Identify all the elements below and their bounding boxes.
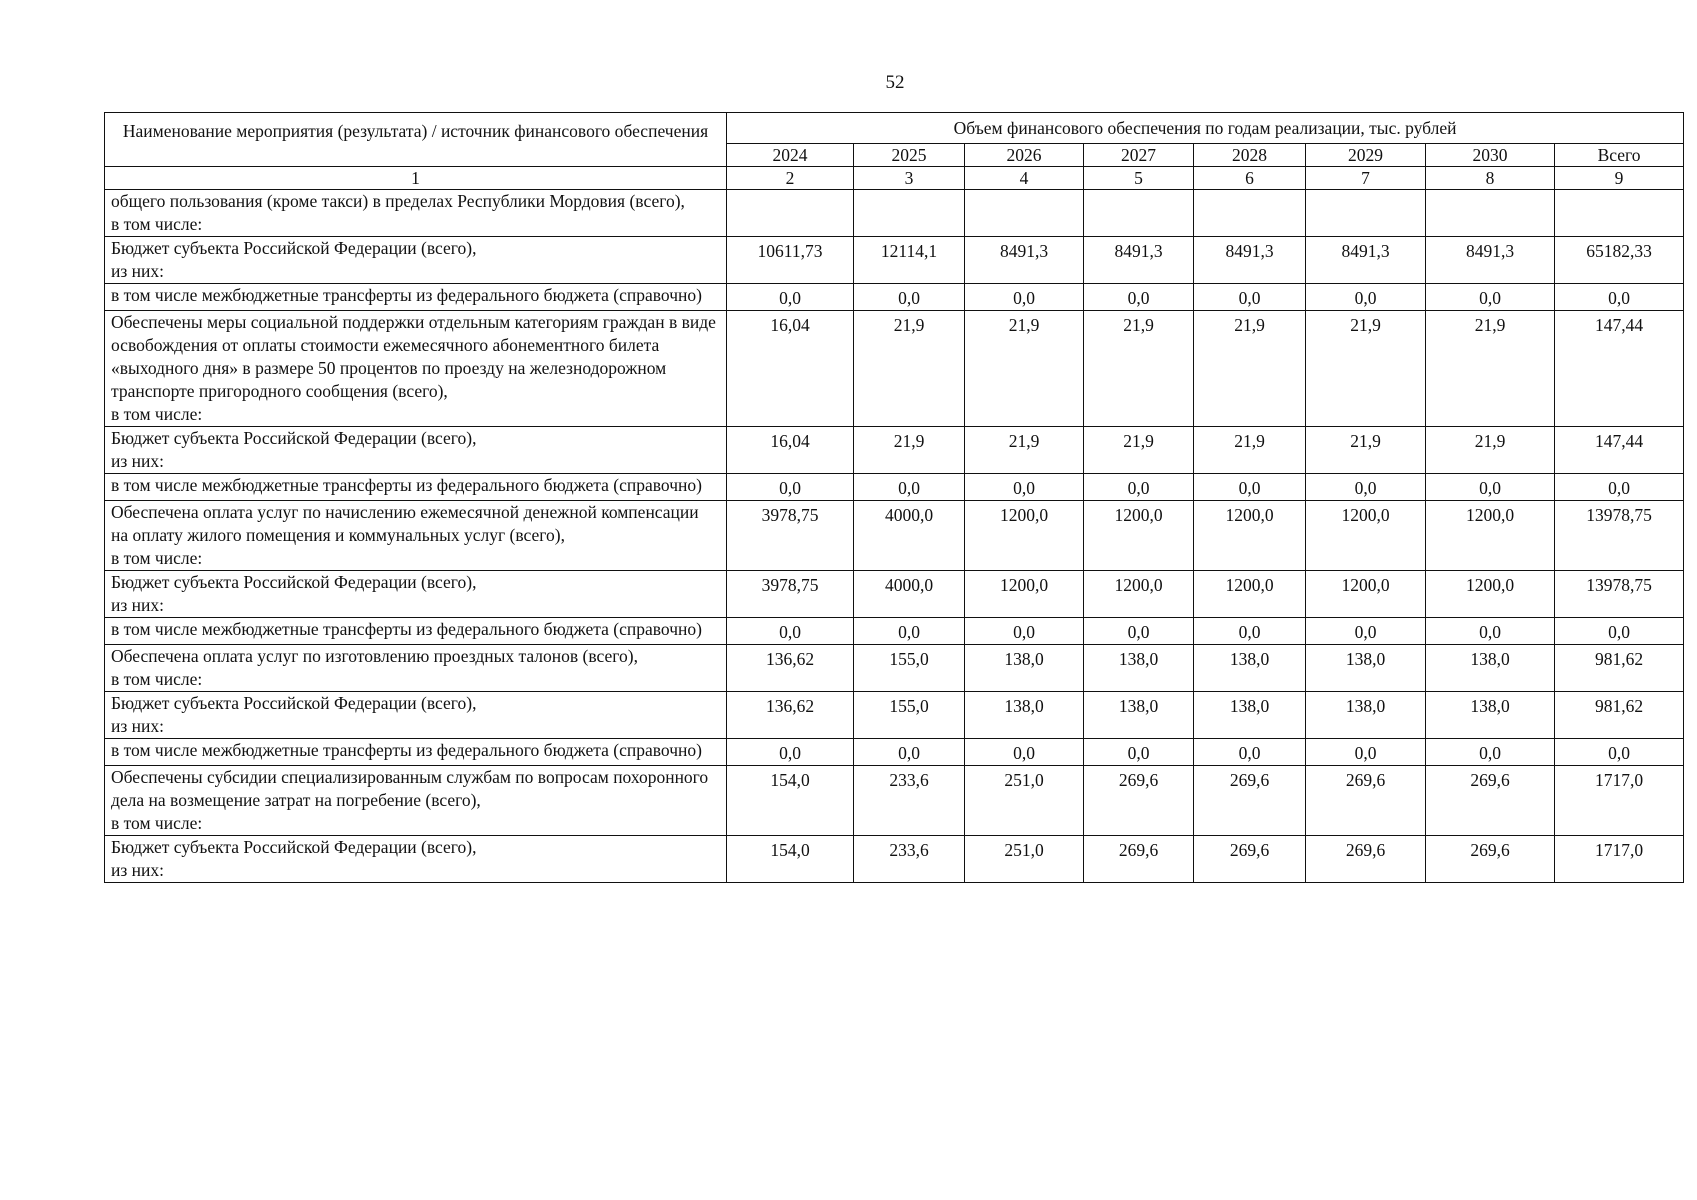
year-value-cell: 269,6 bbox=[1084, 836, 1194, 883]
year-value-cell: 0,0 bbox=[854, 739, 965, 766]
total-value-cell: 981,62 bbox=[1555, 645, 1684, 692]
financing-table bbox=[104, 112, 1684, 883]
year-value-cell: 138,0 bbox=[1306, 692, 1426, 739]
year-value-cell: 0,0 bbox=[1306, 739, 1426, 766]
year-value-cell: 269,6 bbox=[1426, 766, 1555, 836]
year-value-cell: 155,0 bbox=[854, 645, 965, 692]
year-value-cell: 8491,3 bbox=[1194, 237, 1306, 284]
row-name-cell: Бюджет субъекта Российской Федерации (всего), из них: bbox=[105, 836, 727, 883]
year-value-cell: 233,6 bbox=[854, 766, 965, 836]
year-value-cell: 21,9 bbox=[1426, 427, 1555, 474]
year-value-cell: 251,0 bbox=[965, 836, 1084, 883]
row-name-cell: в том числе межбюджетные трансферты из федерального бюджета (справочно) bbox=[105, 618, 727, 645]
year-value-cell: 12114,1 bbox=[854, 237, 965, 284]
year-header: 2030 bbox=[1426, 144, 1555, 167]
row-name-cell: Бюджет субъекта Российской Федерации (всего), из них: bbox=[105, 692, 727, 739]
table-row bbox=[105, 237, 1684, 284]
year-value-cell: 155,0 bbox=[854, 692, 965, 739]
year-value-cell: 21,9 bbox=[1194, 427, 1306, 474]
total-value-cell: 65182,33 bbox=[1555, 237, 1684, 284]
year-value-cell: 1200,0 bbox=[1194, 501, 1306, 571]
year-value-cell: 1200,0 bbox=[1084, 571, 1194, 618]
year-value-cell: 0,0 bbox=[1084, 284, 1194, 311]
total-value-cell: 0,0 bbox=[1555, 284, 1684, 311]
column-number: 7 bbox=[1306, 167, 1426, 190]
year-value-cell: 0,0 bbox=[1194, 739, 1306, 766]
year-value-cell bbox=[854, 190, 965, 237]
column-number: 4 bbox=[965, 167, 1084, 190]
year-value-cell: 136,62 bbox=[727, 645, 854, 692]
year-value-cell: 0,0 bbox=[965, 284, 1084, 311]
year-value-cell: 0,0 bbox=[965, 739, 1084, 766]
year-value-cell: 21,9 bbox=[1306, 311, 1426, 427]
table-row bbox=[105, 474, 1684, 501]
year-value-cell: 0,0 bbox=[1306, 474, 1426, 501]
column-number: 3 bbox=[854, 167, 965, 190]
row-name-cell: Бюджет субъекта Российской Федерации (всего), из них: bbox=[105, 571, 727, 618]
row-name-cell: Обеспечена оплата услуг по начислению ежемесячной денежной компенсации на оплату жилого помещения и коммунальных услуг (всего), в том числе: bbox=[105, 501, 727, 571]
total-value-cell: 147,44 bbox=[1555, 427, 1684, 474]
table-row bbox=[105, 501, 1684, 571]
year-value-cell: 138,0 bbox=[1426, 692, 1555, 739]
year-value-cell: 138,0 bbox=[1194, 645, 1306, 692]
table-row bbox=[105, 571, 1684, 618]
year-value-cell: 138,0 bbox=[1084, 692, 1194, 739]
table-body bbox=[105, 113, 1684, 883]
year-value-cell: 21,9 bbox=[1306, 427, 1426, 474]
row-name-cell: в том числе межбюджетные трансферты из федерального бюджета (справочно) bbox=[105, 284, 727, 311]
year-value-cell: 0,0 bbox=[1426, 284, 1555, 311]
year-header: 2027 bbox=[1084, 144, 1194, 167]
column-number: 5 bbox=[1084, 167, 1194, 190]
year-value-cell: 138,0 bbox=[1084, 645, 1194, 692]
total-value-cell bbox=[1555, 190, 1684, 237]
year-header: 2024 bbox=[727, 144, 854, 167]
year-value-cell: 269,6 bbox=[1426, 836, 1555, 883]
year-value-cell: 16,04 bbox=[727, 427, 854, 474]
table-row bbox=[105, 739, 1684, 766]
year-value-cell: 138,0 bbox=[965, 645, 1084, 692]
year-value-cell: 21,9 bbox=[854, 427, 965, 474]
year-value-cell bbox=[727, 190, 854, 237]
total-value-cell: 1717,0 bbox=[1555, 766, 1684, 836]
total-value-cell: 13978,75 bbox=[1555, 501, 1684, 571]
year-value-cell bbox=[1084, 190, 1194, 237]
total-value-cell: 1717,0 bbox=[1555, 836, 1684, 883]
year-value-cell: 1200,0 bbox=[965, 571, 1084, 618]
year-value-cell: 21,9 bbox=[854, 311, 965, 427]
table-row bbox=[105, 618, 1684, 645]
year-value-cell: 0,0 bbox=[965, 474, 1084, 501]
year-value-cell: 251,0 bbox=[965, 766, 1084, 836]
year-value-cell: 0,0 bbox=[727, 618, 854, 645]
year-value-cell: 8491,3 bbox=[1426, 237, 1555, 284]
table-row bbox=[105, 284, 1684, 311]
row-name-cell: Обеспечена оплата услуг по изготовлению проездных талонов (всего), в том числе: bbox=[105, 645, 727, 692]
year-value-cell: 269,6 bbox=[1194, 836, 1306, 883]
name-column-header: Наименование мероприятия (результата) / источник финансового обеспечения bbox=[105, 113, 727, 167]
year-value-cell: 0,0 bbox=[1084, 618, 1194, 645]
total-value-cell: 0,0 bbox=[1555, 474, 1684, 501]
year-value-cell: 1200,0 bbox=[1426, 501, 1555, 571]
year-value-cell: 0,0 bbox=[965, 618, 1084, 645]
page-number: 52 bbox=[885, 72, 905, 93]
year-value-cell: 0,0 bbox=[1426, 474, 1555, 501]
table-row bbox=[105, 311, 1684, 427]
table-row bbox=[105, 692, 1684, 739]
year-header: 2028 bbox=[1194, 144, 1306, 167]
year-value-cell: 21,9 bbox=[965, 311, 1084, 427]
column-number: 6 bbox=[1194, 167, 1306, 190]
header-row-1 bbox=[105, 113, 1684, 144]
row-name-cell: Обеспечены субсидии специализированным службам по вопросам похоронного дела на возмещение затрат на погребение (всего), в том числе: bbox=[105, 766, 727, 836]
year-value-cell: 1200,0 bbox=[965, 501, 1084, 571]
year-value-cell: 136,62 bbox=[727, 692, 854, 739]
year-value-cell: 269,6 bbox=[1194, 766, 1306, 836]
row-name-cell: в том числе межбюджетные трансферты из федерального бюджета (справочно) bbox=[105, 474, 727, 501]
column-number: 9 bbox=[1555, 167, 1684, 190]
row-name-cell: Бюджет субъекта Российской Федерации (всего), из них: bbox=[105, 427, 727, 474]
year-value-cell: 8491,3 bbox=[1084, 237, 1194, 284]
year-value-cell: 3978,75 bbox=[727, 571, 854, 618]
year-value-cell: 269,6 bbox=[1084, 766, 1194, 836]
year-value-cell: 0,0 bbox=[1194, 474, 1306, 501]
year-value-cell bbox=[1306, 190, 1426, 237]
year-value-cell: 21,9 bbox=[1194, 311, 1306, 427]
year-value-cell: 0,0 bbox=[727, 284, 854, 311]
year-value-cell: 0,0 bbox=[1194, 284, 1306, 311]
year-value-cell: 0,0 bbox=[1306, 618, 1426, 645]
year-value-cell: 8491,3 bbox=[965, 237, 1084, 284]
row-name-cell: Обеспечены меры социальной поддержки отдельным категориям граждан в виде освобождения от оплаты стоимости ежемесячного абонементного билета «выходного дня» в размере 50 процентов по проезду на железнодорожном транспорте пригородного сообщения (всего), в том числе: bbox=[105, 311, 727, 427]
year-value-cell: 138,0 bbox=[1306, 645, 1426, 692]
year-value-cell: 0,0 bbox=[1426, 618, 1555, 645]
year-value-cell bbox=[965, 190, 1084, 237]
total-value-cell: 13978,75 bbox=[1555, 571, 1684, 618]
year-value-cell: 1200,0 bbox=[1194, 571, 1306, 618]
year-value-cell: 0,0 bbox=[1426, 739, 1555, 766]
year-value-cell bbox=[1194, 190, 1306, 237]
year-value-cell: 138,0 bbox=[965, 692, 1084, 739]
total-value-cell: 0,0 bbox=[1555, 618, 1684, 645]
header-row-numbers bbox=[105, 167, 1684, 190]
column-number: 1 bbox=[105, 167, 727, 190]
table-row bbox=[105, 427, 1684, 474]
year-value-cell: 138,0 bbox=[1194, 692, 1306, 739]
year-value-cell: 269,6 bbox=[1306, 766, 1426, 836]
financing-group-header: Объем финансового обеспечения по годам реализации, тыс. рублей bbox=[727, 113, 1684, 144]
column-number: 8 bbox=[1426, 167, 1555, 190]
year-value-cell: 3978,75 bbox=[727, 501, 854, 571]
year-value-cell: 0,0 bbox=[1306, 284, 1426, 311]
year-value-cell: 1200,0 bbox=[1306, 571, 1426, 618]
year-header: 2025 bbox=[854, 144, 965, 167]
year-value-cell: 0,0 bbox=[727, 739, 854, 766]
total-value-cell: 0,0 bbox=[1555, 739, 1684, 766]
row-name-cell: в том числе межбюджетные трансферты из федерального бюджета (справочно) bbox=[105, 739, 727, 766]
year-value-cell: 0,0 bbox=[854, 474, 965, 501]
year-value-cell: 10611,73 bbox=[727, 237, 854, 284]
year-value-cell: 8491,3 bbox=[1306, 237, 1426, 284]
year-value-cell: 0,0 bbox=[727, 474, 854, 501]
year-value-cell: 21,9 bbox=[1084, 311, 1194, 427]
year-value-cell: 1200,0 bbox=[1306, 501, 1426, 571]
column-number: 2 bbox=[727, 167, 854, 190]
year-value-cell: 21,9 bbox=[965, 427, 1084, 474]
year-value-cell: 1200,0 bbox=[1426, 571, 1555, 618]
table-row bbox=[105, 766, 1684, 836]
year-value-cell: 4000,0 bbox=[854, 501, 965, 571]
row-name-cell: общего пользования (кроме такси) в пределах Республики Мордовия (всего), в том числе: bbox=[105, 190, 727, 237]
year-header: 2026 bbox=[965, 144, 1084, 167]
year-value-cell: 0,0 bbox=[854, 284, 965, 311]
row-name-cell: Бюджет субъекта Российской Федерации (всего), из них: bbox=[105, 237, 727, 284]
year-value-cell: 154,0 bbox=[727, 836, 854, 883]
year-value-cell bbox=[1426, 190, 1555, 237]
total-value-cell: 147,44 bbox=[1555, 311, 1684, 427]
table-row bbox=[105, 836, 1684, 883]
year-value-cell: 269,6 bbox=[1306, 836, 1426, 883]
table-row bbox=[105, 190, 1684, 237]
year-value-cell: 21,9 bbox=[1426, 311, 1555, 427]
year-value-cell: 1200,0 bbox=[1084, 501, 1194, 571]
year-header: 2029 bbox=[1306, 144, 1426, 167]
year-value-cell: 154,0 bbox=[727, 766, 854, 836]
year-value-cell: 16,04 bbox=[727, 311, 854, 427]
year-value-cell: 0,0 bbox=[854, 618, 965, 645]
year-value-cell: 0,0 bbox=[1194, 618, 1306, 645]
year-value-cell: 233,6 bbox=[854, 836, 965, 883]
total-value-cell: 981,62 bbox=[1555, 692, 1684, 739]
year-value-cell: 21,9 bbox=[1084, 427, 1194, 474]
year-value-cell: 0,0 bbox=[1084, 739, 1194, 766]
total-header: Всего bbox=[1555, 144, 1684, 167]
year-value-cell: 0,0 bbox=[1084, 474, 1194, 501]
year-value-cell: 4000,0 bbox=[854, 571, 965, 618]
table-row bbox=[105, 645, 1684, 692]
year-value-cell: 138,0 bbox=[1426, 645, 1555, 692]
